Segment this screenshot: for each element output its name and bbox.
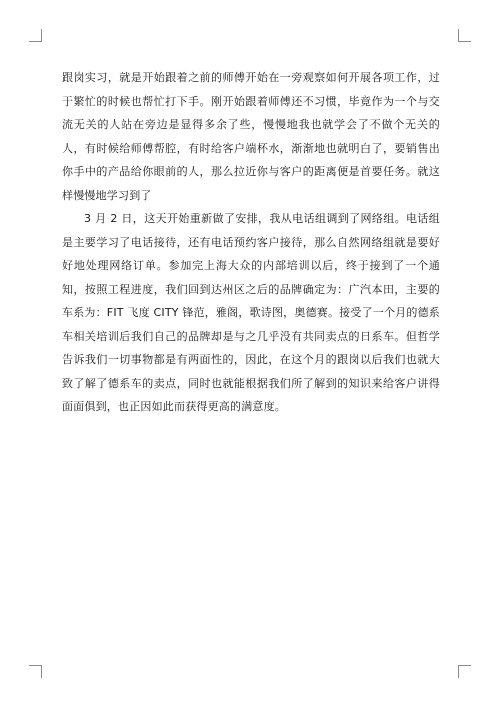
crop-mark-bottom-left xyxy=(29,665,42,678)
crop-mark-top-left xyxy=(29,29,42,42)
crop-mark-bottom-right xyxy=(458,665,471,678)
document-body xyxy=(62,66,440,419)
paragraph-2: 3 月 2 日，这天开始重新做了安排，我从电话组调到了网络组。电话组是主要学习了电话接待，还有电话预约客户接待，那么自然网络组就是要好好地处理网络订单。参加完上海大众的内部培训以后，终于接到了一个通知，按照工程进度，我们回到达州区之后的品牌确定为：广汽本田，主要的车系为：FIT 飞度 CITY 锋范，雅阁，歌诗图，奥德赛。接受了一个月的德系车相关培训后我们自己的品牌却是与之几乎没有共同卖点的日系车。但哲学告诉我们一切事物都是有两面性的，因此，在这个月的跟岗以后我们也就大致了解了德系车的卖点，同时也就能根据我们所了解到的知识来给客户讲得面面俱到，也正因如此而获得更高的满意度。 xyxy=(62,212,440,413)
crop-mark-top-right xyxy=(458,29,471,42)
paragraph-1: 跟岗实习，就是开始跟着之前的师傅开始在一旁观察如何开展各项工作，过于繁忙的时候也帮忙打下手。刚开始跟着师傅还不习惯，毕竟作为一个与交流无关的人站在旁边是显得多余了些，慢慢地我也就学会了不做个无关的人，有时候给师傅帮腔，有时给客户端杯水，渐渐地也就明白了，要销售出你手中的产品给你眼前的人，那么拉近你与客户的距离便是首要任务。就这样慢慢地学习到了 xyxy=(62,71,440,202)
